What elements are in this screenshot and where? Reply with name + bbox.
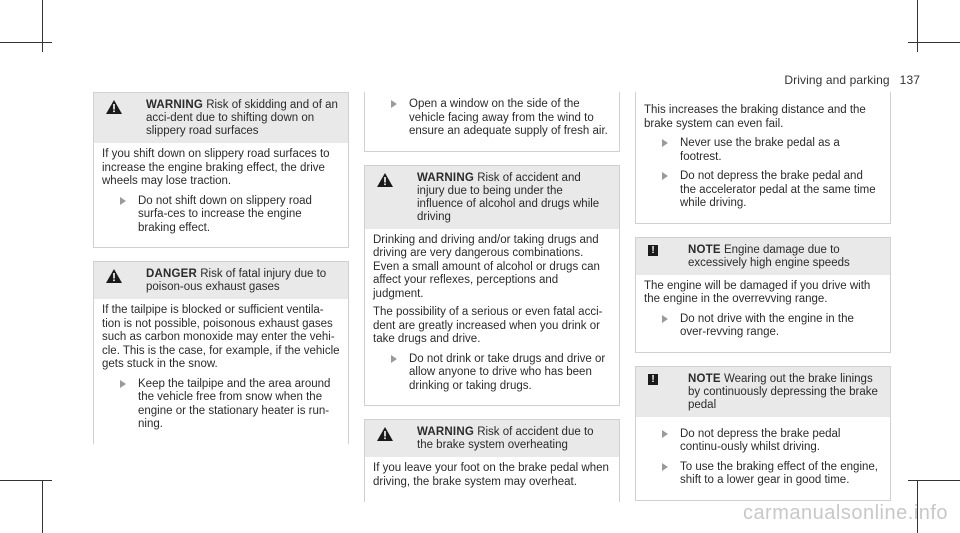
note-keyword: NOTE [688,243,721,256]
step-text: Do not drive with the engine in the over-revving range. [680,312,854,338]
danger-header [94,262,348,299]
action-step [120,195,340,236]
crop-mark [908,42,960,43]
warning-keyword: WARNING [146,99,203,111]
danger-headline: Risk of fatal injury due to poison-ous exhaust gases [146,268,327,293]
note-box [635,237,891,353]
warning-body: If you leave your foot on the brake pedal when driving, the brake system may overheat. [373,462,609,488]
column-1 [93,92,349,457]
danger-box [93,261,349,444]
column-2 [364,92,620,515]
warning-headline: Risk of skidding and of an acci-dent due to shifting down on slippery road surfaces [146,99,338,137]
arrow-icon [391,100,397,108]
crop-mark [0,42,52,43]
action-step [120,378,340,432]
warning-headline: Risk of accident due to the brake system overheating [417,426,594,451]
warning-triangle-icon [106,100,122,119]
step-text: Open a window on the side of the vehicle facing away from the wind to ensure an adequate supply of fresh air. [409,98,608,137]
crop-mark [42,481,43,533]
body-text: This increases the braking distance and the brake system can even fail. [644,104,866,130]
warning-box [93,92,349,248]
arrow-icon [120,197,126,205]
action-step [662,313,882,340]
action-step [662,137,882,164]
warning-header [365,420,619,457]
section-title: Driving and parking [784,73,890,87]
action-step [662,461,882,488]
warning-body: If you shift down on slippery road surfaces to increase the engine braking effect, the drive wheels may lose traction. [102,148,330,187]
exclamation-icon: ! [648,245,658,256]
step-text: Do not drink or take drugs and drive or allow anyone to drive who has been drinking or taking drugs. [409,352,606,392]
arrow-icon [662,315,668,323]
note-header [636,367,890,417]
watermark: carmanualsonline.info [742,502,948,524]
warning-body: Drinking and driving and/or taking drugs and driving are very dangerous combinations. Even a small amount of alcohol or drugs can affect your reflexes, perceptions and judgment. [373,233,600,300]
action-step [391,98,611,139]
note-headline: Wearing out the brake linings by continuously depressing the brake pedal [688,372,878,411]
crop-mark [908,480,960,481]
crop-mark [0,480,52,481]
warning-box [364,419,620,502]
exclamation-icon: ! [648,374,658,385]
warning-keyword: WARNING [417,426,474,438]
warning-triangle-icon [377,173,393,192]
step-text: Do not shift down on slippery road surfa-ces to increase the engine braking effect. [138,194,312,234]
note-header [636,238,890,275]
action-step [662,428,882,455]
step-text: Keep the tailpipe and the area around the vehicle free from snow when the engine or the stationary heater is run-ning. [138,377,331,430]
continued-box [364,92,620,152]
danger-keyword: DANGER [146,268,198,280]
warning-headline: Risk of accident and injury due to being under the influence of alcohol and drugs while driving [417,171,600,223]
crop-mark [42,0,43,52]
crop-mark [917,0,918,52]
step-text: To use the braking effect of the engine, shift to a lower gear in good time. [680,460,878,486]
danger-body: If the tailpipe is blocked or sufficient ventila-tion is not possible, poisonous exhaust gases such as carbon monoxide may enter the vehi-cle. This is the case, for example, if the vehicle gets stuck in the snow. [102,304,340,370]
arrow-icon [662,463,668,471]
step-text: Do not depress the brake pedal and the accelerator pedal at the same time while driving. [680,170,876,209]
column-3 [635,92,891,514]
warning-keyword: WARNING [417,171,474,184]
warning-body: The possibility of a serious or even fatal acci-dent are greatly increased when you drink or take drugs and drive. [373,306,603,345]
arrow-icon [120,380,126,388]
warning-header [365,166,619,229]
warning-triangle-icon [377,427,393,446]
note-box [635,366,891,501]
continued-box [635,92,891,224]
action-step [662,170,882,211]
note-headline: Engine damage due to excessively high engine speeds [688,243,850,269]
arrow-icon [662,430,668,438]
warning-triangle-icon [106,269,122,288]
step-text: Never use the brake pedal as a footrest. [680,137,840,163]
warning-header [94,93,348,143]
note-keyword: NOTE [688,372,721,385]
note-body: The engine will be damaged if you drive with the engine in the overrevving range. [644,279,871,305]
step-text: Do not depress the brake pedal continu-ously whilst driving. [680,427,841,453]
arrow-icon [662,172,668,180]
arrow-icon [391,355,397,363]
arrow-icon [662,139,668,147]
warning-box [364,165,620,407]
action-step [391,353,611,394]
page-number: 137 [899,73,920,87]
page-header [784,73,920,87]
